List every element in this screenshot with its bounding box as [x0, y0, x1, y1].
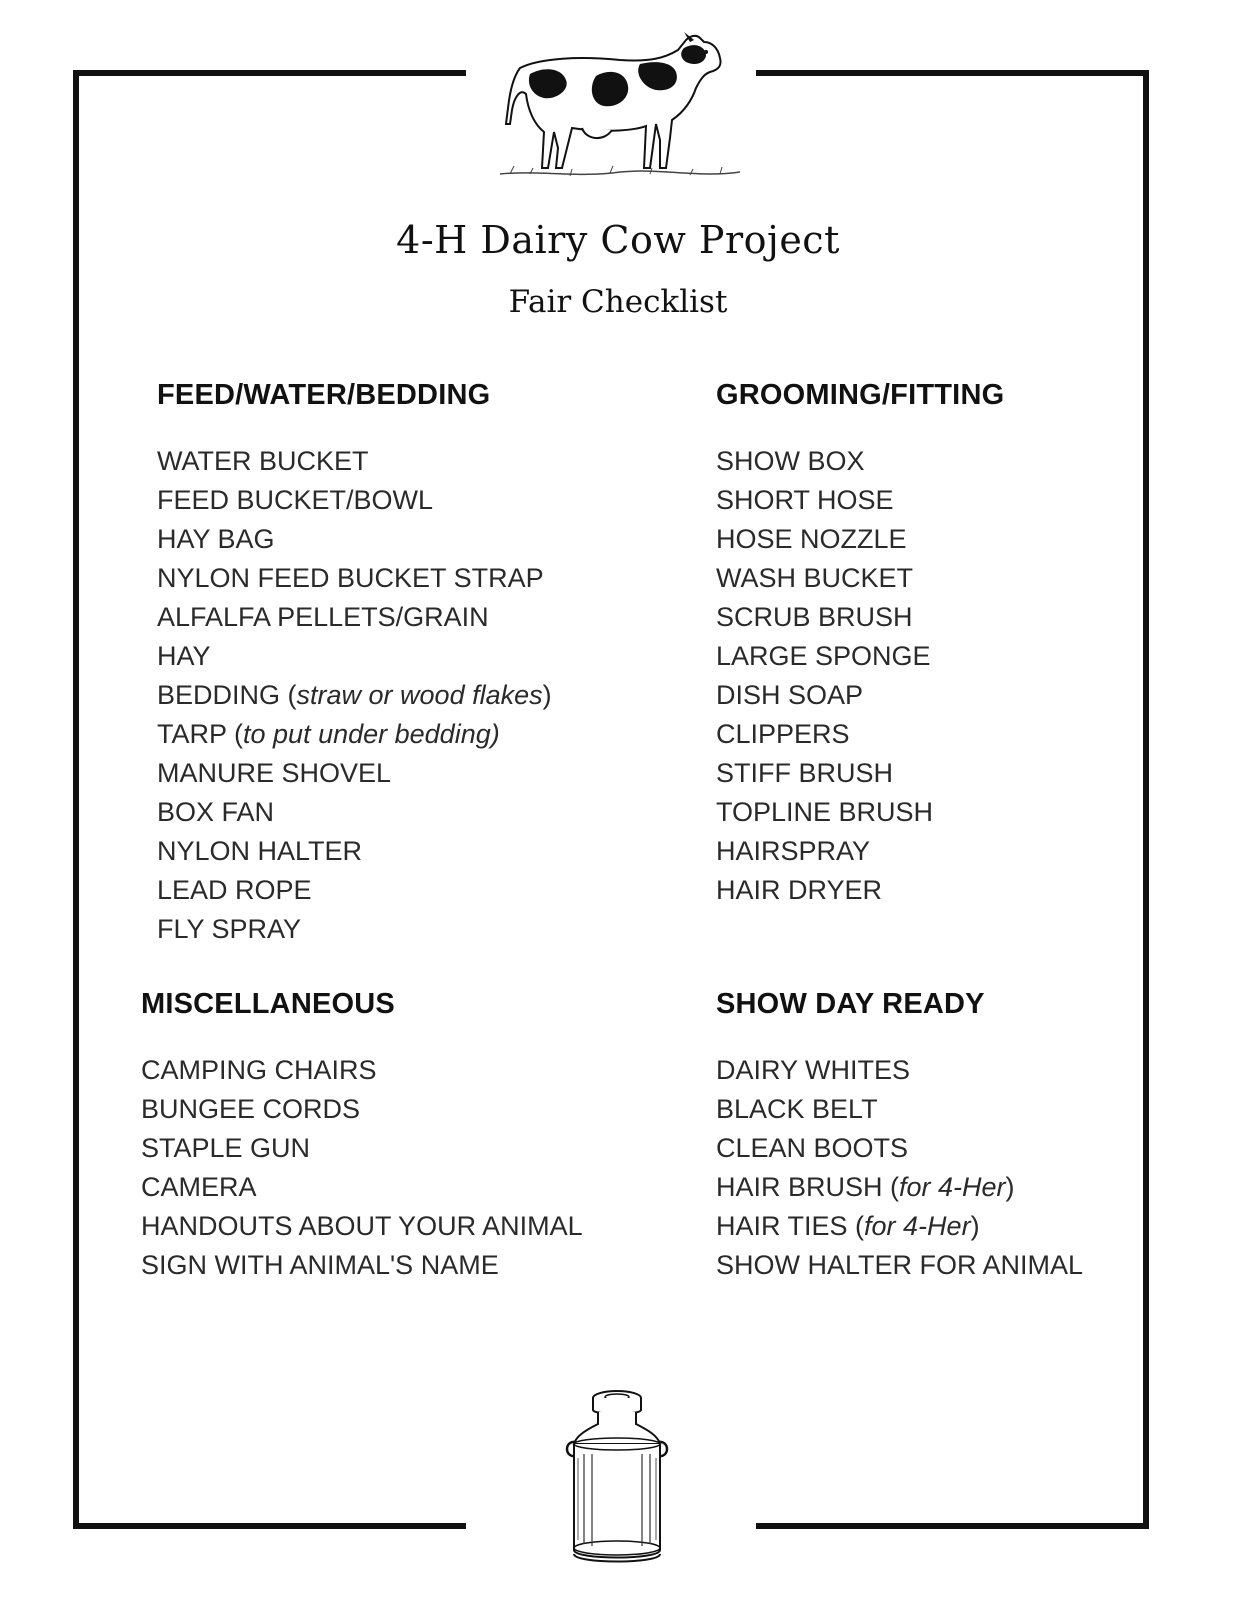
checklist-item [716, 598, 1004, 637]
checklist-item [716, 871, 1004, 910]
checklist [157, 442, 552, 949]
item-text-closing: ) [1005, 1172, 1015, 1202]
checklist [141, 1051, 583, 1285]
item-text: TARP ( [157, 719, 244, 749]
checklist-item [141, 1051, 583, 1090]
item-text: WATER BUCKET [157, 446, 369, 476]
checklist-item [716, 1129, 1083, 1168]
section-heading: SHOW DAY READY [716, 988, 985, 1020]
checklist-item [716, 1207, 1083, 1246]
checklist-item [141, 1168, 583, 1207]
item-text: WASH BUCKET [716, 563, 914, 593]
checklist-item [157, 442, 552, 481]
item-text: MANURE SHOVEL [157, 758, 392, 788]
section-feed-water-bedding [157, 379, 552, 949]
item-text: HAIR TIES ( [716, 1211, 865, 1241]
checklist-item [157, 559, 552, 598]
item-text: DAIRY WHITES [716, 1055, 911, 1085]
checklist-item [716, 832, 1004, 871]
item-text: CLIPPERS [716, 719, 850, 749]
item-text: ALFALFA PELLETS/GRAIN [157, 602, 489, 632]
checklist-item [716, 559, 1004, 598]
checklist-item [157, 598, 552, 637]
item-text: BLACK BELT [716, 1094, 878, 1124]
checklist-item [716, 1090, 1083, 1129]
item-text: STIFF BRUSH [716, 758, 894, 788]
item-text: NYLON FEED BUCKET STRAP [157, 563, 544, 593]
checklist-item [157, 637, 552, 676]
checklist-item [716, 637, 1004, 676]
checklist [716, 1051, 1083, 1285]
checklist-item [141, 1129, 583, 1168]
item-text: HANDOUTS ABOUT YOUR ANIMAL [141, 1211, 583, 1241]
cow-illustration [500, 28, 740, 186]
item-text: STAPLE GUN [141, 1133, 311, 1163]
item-text: CLEAN BOOTS [716, 1133, 909, 1163]
item-text: HAY [157, 641, 211, 671]
milk-can-illustration [562, 1388, 672, 1566]
frame-bottom-left-line [73, 1523, 466, 1529]
section-heading: FEED/WATER/BEDDING [157, 379, 491, 411]
checklist-item [157, 520, 552, 559]
frame-top-left-line [73, 70, 466, 76]
item-text: TOPLINE BRUSH [716, 797, 934, 827]
section-heading: MISCELLANEOUS [141, 988, 395, 1020]
checklist-item [716, 1051, 1083, 1090]
item-text: LEAD ROPE [157, 875, 312, 905]
item-text: FLY SPRAY [157, 914, 302, 944]
item-note: for 4-Her [899, 1172, 1006, 1202]
checklist-item [157, 793, 552, 832]
checklist-item [157, 871, 552, 910]
item-text: SHOW BOX [716, 446, 865, 476]
item-note: to put under bedding) [243, 719, 500, 749]
section-grooming-fitting [716, 379, 1004, 910]
checklist-item [157, 481, 552, 520]
page-subtitle: Fair Checklist [508, 284, 728, 320]
item-text: DISH SOAP [716, 680, 864, 710]
checklist-item [716, 754, 1004, 793]
item-note: for 4-Her [864, 1211, 971, 1241]
item-text: SHOW HALTER FOR ANIMAL [716, 1250, 1084, 1280]
checklist-item [157, 715, 552, 754]
item-text: FEED BUCKET/BOWL [157, 485, 434, 515]
checklist-item [716, 715, 1004, 754]
item-text: HAY BAG [157, 524, 275, 554]
item-text: BUNGEE CORDS [141, 1094, 361, 1124]
checklist-item [716, 1246, 1083, 1285]
item-text: SHORT HOSE [716, 485, 894, 515]
checklist-item [716, 481, 1004, 520]
item-text: SIGN WITH ANIMAL'S NAME [141, 1250, 499, 1280]
item-note: straw or wood flakes [296, 680, 543, 710]
frame-bottom-right-line [756, 1523, 1149, 1529]
frame-top-right-line [756, 70, 1149, 76]
item-text: HAIR BRUSH ( [716, 1172, 900, 1202]
checklist-item [141, 1246, 583, 1285]
item-text: SCRUB BRUSH [716, 602, 913, 632]
item-text: HOSE NOZZLE [716, 524, 907, 554]
checklist-item [141, 1207, 583, 1246]
checklist-item [716, 793, 1004, 832]
item-text: HAIR DRYER [716, 875, 883, 905]
checklist-item [716, 676, 1004, 715]
page-title: 4-H Dairy Cow Project [396, 218, 840, 262]
section-show-day-ready [716, 988, 1083, 1285]
checklist-item [157, 676, 552, 715]
checklist-item [141, 1090, 583, 1129]
item-text-closing: ) [542, 680, 552, 710]
checklist [716, 442, 1004, 910]
section-miscellaneous [141, 988, 583, 1285]
item-text: HAIRSPRAY [716, 836, 871, 866]
checklist-item [716, 1168, 1083, 1207]
item-text: CAMERA [141, 1172, 257, 1202]
section-heading: GROOMING/FITTING [716, 379, 1005, 411]
item-text-closing: ) [970, 1211, 980, 1241]
checklist-item [157, 754, 552, 793]
checklist-item [157, 832, 552, 871]
item-text: BOX FAN [157, 797, 275, 827]
item-text: BEDDING ( [157, 680, 297, 710]
checklist-item [157, 910, 552, 949]
checklist-item [716, 442, 1004, 481]
checklist-item [716, 520, 1004, 559]
item-text: LARGE SPONGE [716, 641, 931, 671]
item-text: CAMPING CHAIRS [141, 1055, 377, 1085]
item-text: NYLON HALTER [157, 836, 363, 866]
